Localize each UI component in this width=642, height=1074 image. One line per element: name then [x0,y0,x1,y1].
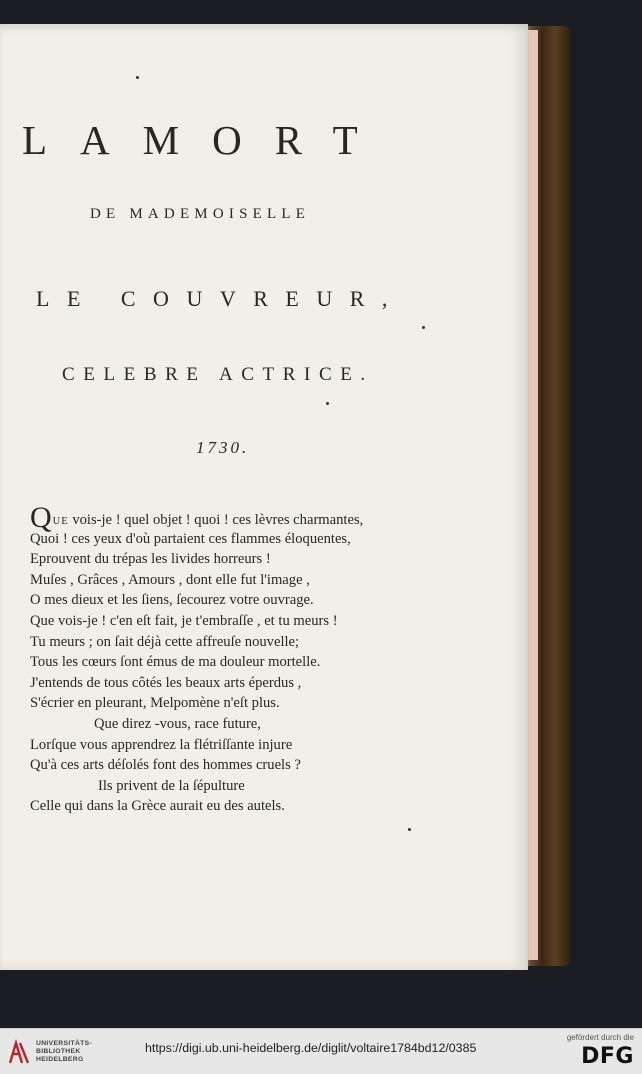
ink-speck [136,76,139,79]
library-logo-text[interactable]: UNIVERSITÄTS- BIBLIOTHEK HEIDELBERG [36,1040,93,1063]
ink-speck [326,402,329,405]
poem-line: J'entends de tous côtés les beaux arts éperdus , [30,674,302,691]
funding-note: gefördert durch die [566,1033,634,1042]
poem-line: Muſes , Grâces , Amours , dont elle fut l'image , [30,571,310,588]
poem-line: Lorſque vous apprendrez la flétriſſante injure [30,736,293,753]
poem-line: S'écrier en pleurant, Melpomène n'eſt plus. [30,695,280,712]
poem-line: O mes dieux et les ſiens, ſecourez votre ouvrage. [30,592,314,609]
poem-line: Eprouvent du trépas les livides horreurs ! [30,551,271,568]
drop-cap: Q [30,501,52,534]
poem-line: Quoi ! ces yeux d'où partaient ces flammes éloquentes, [30,530,351,547]
page-title: LAMORT [22,117,391,163]
book-page [0,24,528,970]
poem-line: QUE vois-je ! quel objet ! quoi ! ces lèvres charmantes, [30,501,364,534]
ink-speck [422,326,425,329]
actress-role: CELEBRE ACTRICE. [62,364,374,385]
poem-text [30,501,430,817]
poem-line: Qu'à ces arts déſolés font des hommes cruels ? [30,757,301,774]
footer-bar [0,1028,642,1074]
poem-line: Que vois-je ! c'en eſt fait, je t'embraſſe , et tu meurs ! [30,612,338,629]
year: 1730. [196,438,250,457]
page-subtitle: DE MADEMOISELLE [90,206,311,222]
poem-line: Ils privent de la ſépulture [98,777,245,794]
permalink-url[interactable]: https://digi.ub.uni-heidelberg.de/diglit/voltaire1784bd12/0385 [145,1041,477,1055]
poem-line: Celle qui dans la Grèce aurait eu des autels. [30,798,285,815]
library-logo-icon[interactable] [8,1039,30,1065]
poem-line: Que direz -vous, race future, [94,715,261,732]
actress-name: LE COUVREUR, [36,286,405,311]
ink-speck [408,828,411,831]
poem-line: Tous les cœurs ſont émus de ma douleur mortelle. [30,654,321,671]
poem-line: Tu meurs ; on ſait déjà cette affreuſe nouvelle; [30,633,300,650]
dfg-logo[interactable]: DFG [581,1044,634,1069]
